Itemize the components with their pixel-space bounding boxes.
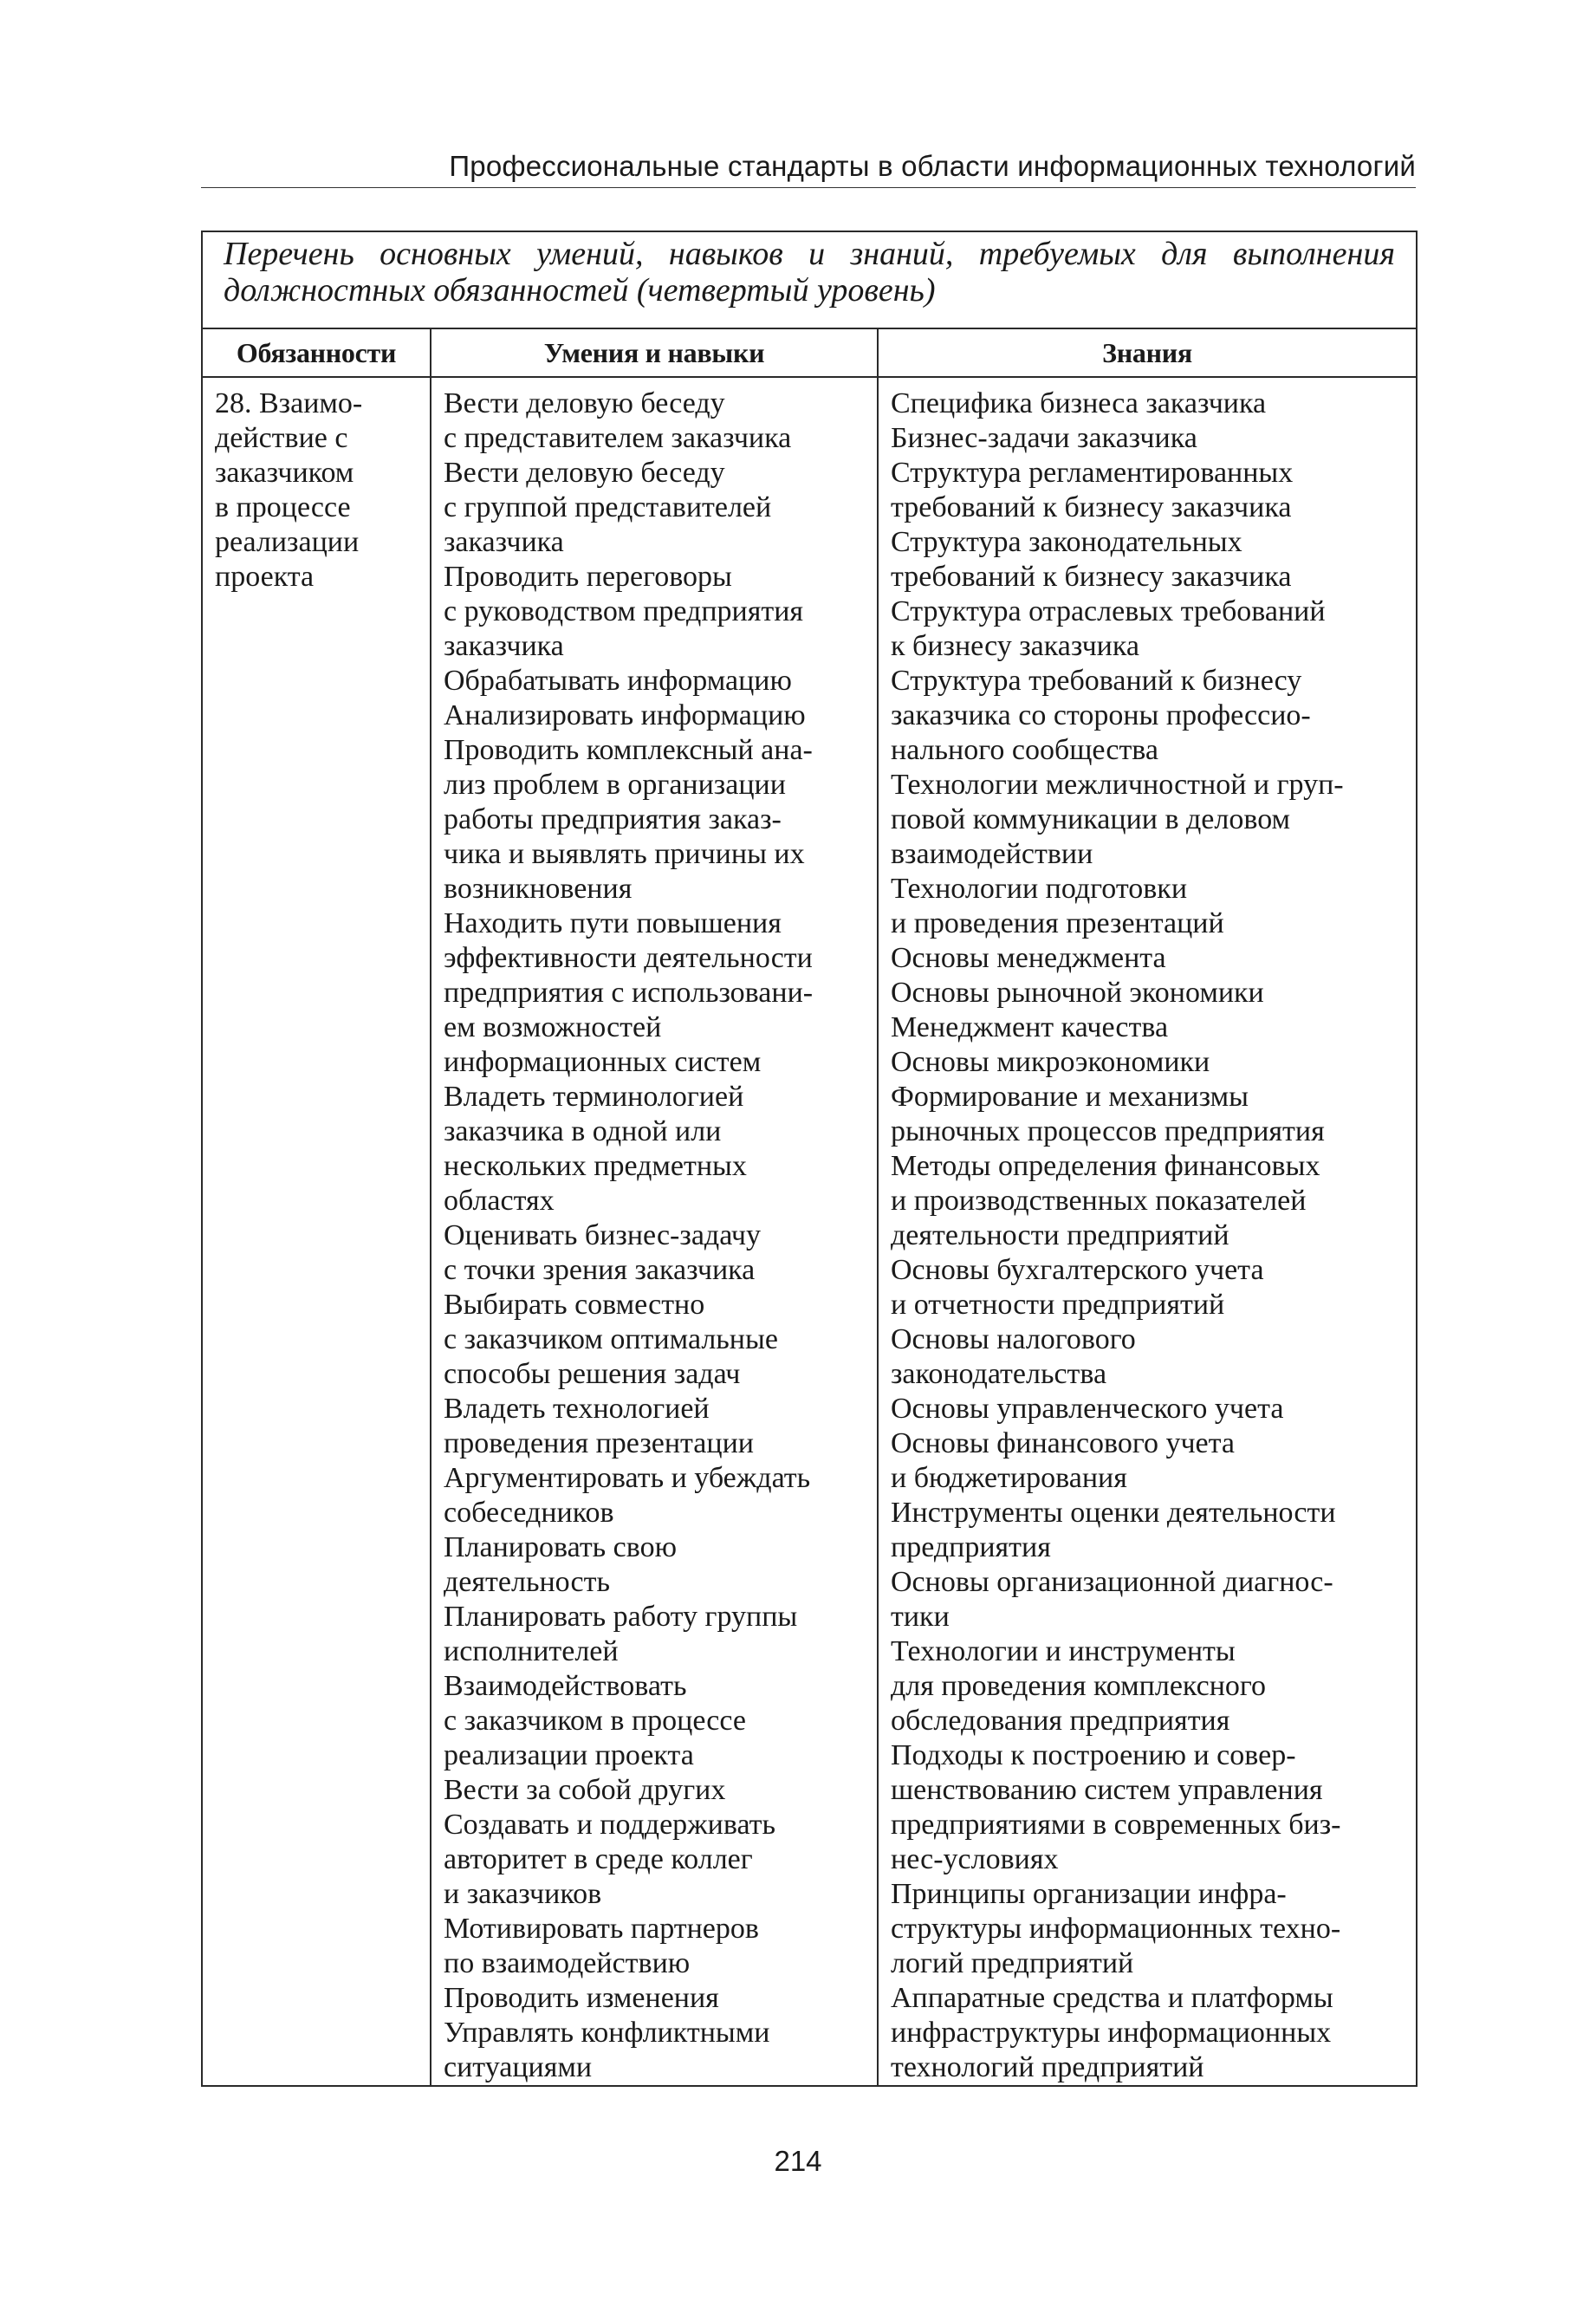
skill-line: работы предприятия заказ- [444,803,782,835]
duties-line: заказчиком [215,457,354,489]
skill-line: способы решения задач [444,1358,741,1390]
skill-line: с представителем заказчика [444,422,792,454]
knowledge-line: Структура требований к бизнесу [891,665,1302,697]
skill-line: Планировать свою [444,1531,677,1563]
knowledge-line: нального сообщества [891,734,1159,766]
skill-line: Проводить изменения [444,1982,719,2014]
knowledge-line: и проведения презентаций [891,907,1224,939]
knowledge-line: деятельности предприятий [891,1219,1229,1251]
knowledge-line: и отчетности предприятий [891,1289,1225,1321]
skill-line: реализации проекта [444,1739,694,1771]
skill-line: нескольких предметных [444,1150,747,1182]
table-caption [202,231,1417,328]
knowledge-line: Основы организационной диагнос- [891,1566,1333,1598]
skill-line: исполнителей [444,1635,619,1667]
knowledge-line: Инструменты оценки деятельности [891,1497,1336,1529]
caption-row [202,231,1417,328]
skill-line: Вести деловую беседу [444,387,725,419]
competency-table [201,231,1418,2087]
skill-line: заказчика [444,526,564,558]
skill-line: чика и выявлять причины их [444,838,805,870]
skill-line: авторитет в среде коллег [444,1843,753,1875]
skill-line: с заказчиком в процессе [444,1705,746,1737]
knowledge-line: Основы управленческого учета [891,1393,1284,1425]
caption-line: должностных обязанностей (четвертый уровень) [224,272,936,309]
knowledge-line: Основы рыночной экономики [891,977,1264,1009]
caption-line: Перечень основных умений, навыков и знаний, требуемых для выполнения [224,236,1395,272]
knowledge-line: взаимодействии [891,838,1093,870]
duties-line: 28. Взаимо- [215,387,363,419]
knowledge-line: Принципы организации инфра- [891,1878,1287,1910]
knowledge-line: Структура законодательных [891,526,1242,558]
skill-line: Проводить переговоры [444,561,732,593]
knowledge-line: повой коммуникации в деловом [891,803,1291,835]
header-rule [201,187,1416,188]
skill-line: Выбирать совместно [444,1289,705,1321]
skill-line: заказчика в одной или [444,1115,722,1147]
duties-line: действие с [215,422,348,454]
skill-line: с руководством предприятия [444,595,804,627]
skill-line: эффективности деятельности [444,942,813,974]
skill-line: информационных систем [444,1046,762,1078]
knowledge-line: требований к бизнесу заказчика [891,561,1292,593]
column-header-duties: Обязанности [202,328,431,377]
knowledge-line: Технологии и инструменты [891,1635,1236,1667]
knowledge-line: тики [891,1601,950,1633]
duties-line: проекта [215,561,315,593]
duties-cell [202,377,431,2086]
duties-line: в процессе [215,491,351,523]
skill-line: Планировать работу группы [444,1601,798,1633]
skill-line: заказчика [444,630,564,662]
knowledge-line: Основы менеджмента [891,942,1166,974]
knowledge-line: Специфика бизнеса заказчика [891,387,1267,419]
column-header-knowledge: Знания [878,328,1417,377]
skill-line: Анализировать информацию [444,699,806,731]
skill-line: Владеть технологией [444,1393,710,1425]
knowledge-line: и производственных показателей [891,1185,1307,1217]
knowledge-cell [878,377,1417,2086]
skill-line: собеседников [444,1497,614,1529]
knowledge-line: Основы микроэкономики [891,1046,1210,1078]
knowledge-line: Аппаратные средства и платформы [891,1982,1333,2014]
skill-line: Вести за собой других [444,1774,726,1806]
skill-line: Оценивать бизнес-задачу [444,1219,762,1251]
knowledge-line: логий предприятий [891,1947,1134,1979]
knowledge-line: законодательства [891,1358,1107,1390]
knowledge-line: рыночных процессов предприятия [891,1115,1325,1147]
knowledge-line: Основы бухгалтерского учета [891,1254,1264,1286]
knowledge-line: нес-условиях [891,1843,1059,1875]
knowledge-line: к бизнесу заказчика [891,630,1139,662]
skill-line: лиз проблем в организации [444,769,786,801]
knowledge-line: шенствованию систем управления [891,1774,1323,1806]
knowledge-line: предприятия [891,1531,1051,1563]
skill-line: с заказчиком оптимальные [444,1323,778,1355]
skill-line: с группой представителей [444,491,772,523]
knowledge-line: технологий предприятий [891,2051,1204,2083]
skill-line: Находить пути повышения [444,907,782,939]
knowledge-line: обследования предприятия [891,1705,1230,1737]
skill-line: областях [444,1185,555,1217]
header-row [202,328,1417,377]
skill-line: проведения презентации [444,1427,754,1459]
knowledge-line: для проведения комплексного [891,1670,1266,1702]
knowledge-line: и бюджетирования [891,1462,1127,1494]
knowledge-line: Структура регламентированных [891,457,1294,489]
running-header: Профессиональные стандарты в области информационных технологий [449,150,1416,182]
knowledge-line: заказчика со стороны профессио- [891,699,1311,731]
skill-line: и заказчиков [444,1878,602,1910]
skill-line: возникновения [444,873,633,905]
skill-line: по взаимодействию [444,1947,691,1979]
knowledge-line: Структура отраслевых требований [891,595,1326,627]
knowledge-line: инфраструктуры информационных [891,2017,1332,2049]
skill-line: Взаимодействовать [444,1670,687,1702]
skill-line: с точки зрения заказчика [444,1254,756,1286]
knowledge-line: предприятиями в современных биз- [891,1809,1341,1841]
skill-line: ситуациями [444,2051,593,2083]
knowledge-line: Основы налогового [891,1323,1136,1355]
page-number: 214 [774,2145,822,2177]
knowledge-line: Технологии подготовки [891,873,1188,905]
skill-line: Владеть терминологией [444,1081,744,1113]
knowledge-line: Основы финансового учета [891,1427,1236,1459]
knowledge-line: Подходы к построению и совер- [891,1739,1296,1771]
knowledge-line: Методы определения финансовых [891,1150,1320,1182]
skill-line: Вести деловую беседу [444,457,725,489]
knowledge-line: Формирование и механизмы [891,1081,1249,1113]
skills-cell [431,377,878,2086]
skill-line: предприятия с использовани- [444,977,814,1009]
table-row [202,377,1417,2086]
skill-line: Обрабатывать информацию [444,665,792,697]
skill-line: ем возможностей [444,1011,662,1043]
knowledge-line: структуры информационных техно- [891,1913,1341,1945]
knowledge-line: Бизнес-задачи заказчика [891,422,1197,454]
column-header-skills: Умения и навыки [431,328,878,377]
knowledge-line: Технологии межличностной и груп- [891,769,1344,801]
skill-line: Создавать и поддерживать [444,1809,776,1841]
skill-line: Управлять конфликтными [444,2017,770,2049]
skill-line: Проводить комплексный ана- [444,734,813,766]
skill-line: Аргументировать и убеждать [444,1462,811,1494]
knowledge-line: требований к бизнесу заказчика [891,491,1292,523]
skill-line: деятельность [444,1566,610,1598]
duties-line: реализации [215,526,360,558]
skill-line: Мотивировать партнеров [444,1913,759,1945]
knowledge-line: Менеджмент качества [891,1011,1169,1043]
